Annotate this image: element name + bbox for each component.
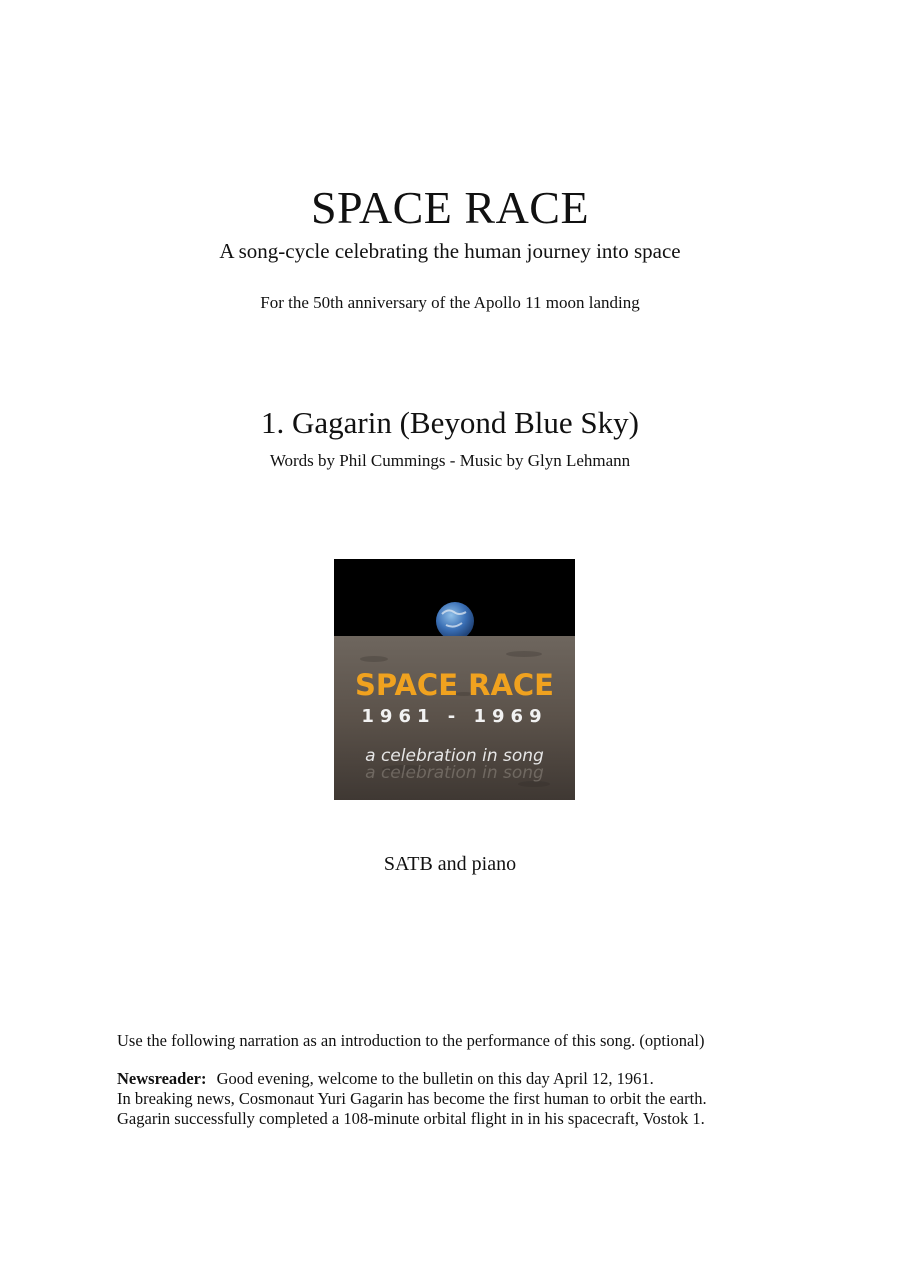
narration-line: In breaking news, Cosmonaut Yuri Gagarin has become the first human to orbit the earth. [117, 1089, 707, 1108]
cover-title: SPACE RACE [355, 668, 554, 702]
cover-tagline: a celebration in song [365, 746, 544, 766]
anniversary-note: For the 50th anniversary of the Apollo 11 moon landing [260, 293, 640, 312]
page-subtitle: A song-cycle celebrating the human journey into space [219, 239, 681, 263]
cover-tagline-reflection: a celebration in song [365, 763, 544, 783]
voicing-label: SATB and piano [383, 853, 517, 875]
narration-line-text: Good evening, welcome to the bulletin on this day April 12, 1961. [216, 1069, 654, 1088]
cover-years: 1961 - 1969 [361, 706, 548, 727]
earth-icon [436, 602, 474, 640]
album-cover-image [334, 559, 575, 800]
narration-intro: Use the following narration as an introduction to the performance of this song. (optional) [117, 1031, 705, 1050]
page-title: SPACE RACE [310, 182, 590, 233]
narration-line [117, 1069, 837, 1089]
narration-speaker: Newsreader: [117, 1069, 207, 1088]
song-credits: Words by Phil Cummings - Music by Glyn Lehmann [269, 451, 631, 470]
song-title: 1. Gagarin (Beyond Blue Sky) [261, 405, 639, 440]
narration-line: Gagarin successfully completed a 108-minute orbital flight in in his spacecraft, Vostok 1. [117, 1109, 705, 1128]
